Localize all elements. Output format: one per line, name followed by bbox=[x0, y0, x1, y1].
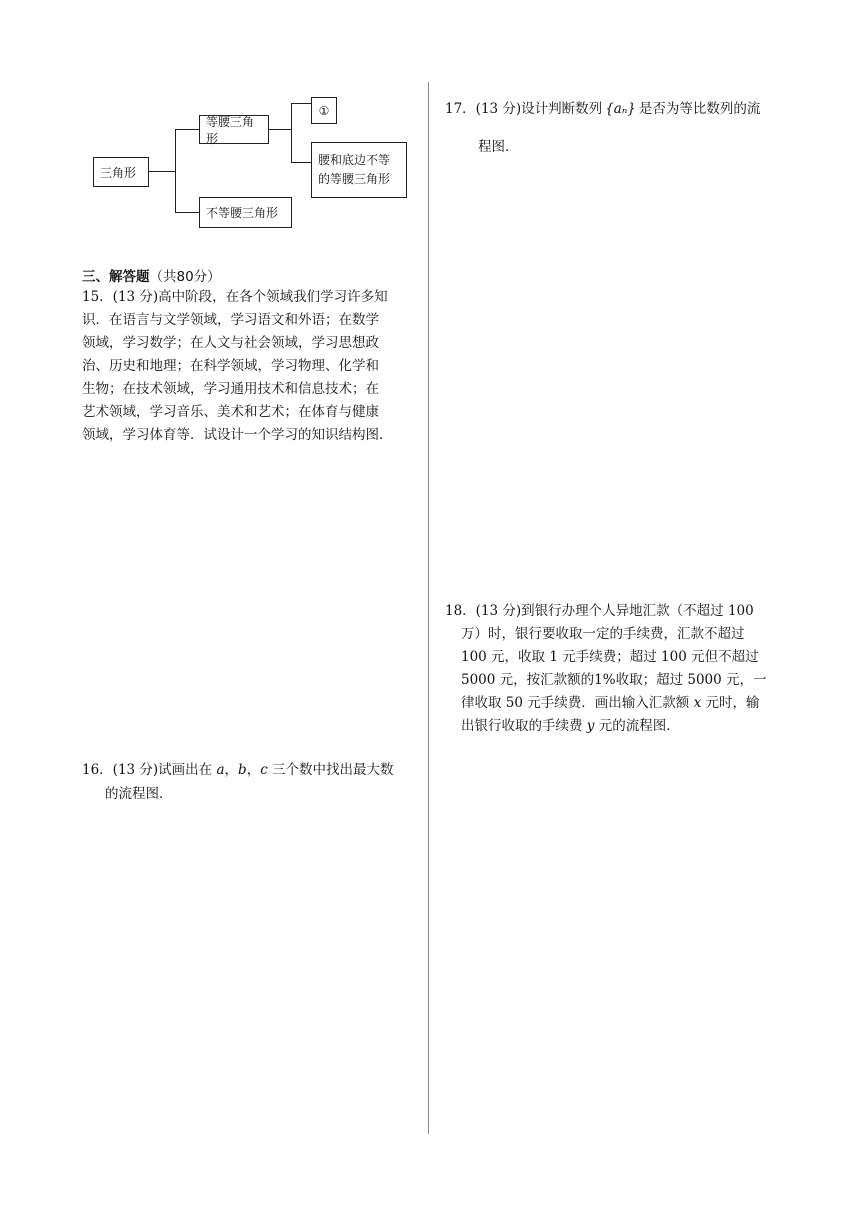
section-title: 三、解答题 bbox=[82, 269, 150, 285]
diagram-node-isosceles bbox=[199, 115, 269, 144]
diagram-connector bbox=[175, 129, 176, 213]
question-15-line: 15．(13 分)高中阶段，在各个领域我们学习许多知 bbox=[82, 289, 388, 305]
diagram-connector bbox=[291, 103, 292, 163]
question-17-prefix: 17．(13 分)设计判断数列 bbox=[445, 101, 603, 117]
separator: ， bbox=[246, 762, 261, 778]
question-15-line: 领域，学习数学；在人文与社会领域，学习思想政 bbox=[82, 335, 379, 351]
question-18-line1: 18．(13 分)到银行办理个人异地汇款（不超过 100 bbox=[445, 603, 754, 619]
diagram-connector bbox=[175, 212, 199, 213]
separator: ， bbox=[224, 762, 239, 778]
question-16-suffix: 三个数中找出最大数 bbox=[267, 762, 394, 778]
question-17-suffix: 是否为等比数列的流 bbox=[638, 101, 761, 117]
question-18-line6-end: 元的流程图． bbox=[594, 718, 680, 734]
question-17-line1 bbox=[445, 90, 785, 128]
question-18-line3: 100 元，收取 1 元手续费；超过 100 元但不超过 bbox=[461, 649, 759, 665]
diagram-node-triangle-label: 三角形 bbox=[100, 165, 137, 180]
question-15-line: 艺术领域，学习音乐、美术和艺术；在体育与健康 bbox=[82, 404, 379, 420]
question-18-line6-start: 出银行收取的手续费 bbox=[461, 718, 587, 734]
sequence-notation: {aₙ} bbox=[605, 101, 636, 117]
column-divider bbox=[428, 82, 429, 1134]
question-15-line: 识．在语言与文学领域，学习语文和外语；在数学 bbox=[82, 312, 379, 328]
section-points: （共80分） bbox=[149, 269, 221, 285]
question-18-line6 bbox=[445, 715, 785, 738]
diagram-node-scalene-label: 不等腰三角形 bbox=[206, 206, 279, 220]
question-18-line5 bbox=[445, 692, 785, 715]
diagram-node-isosceles-label: 等腰三角形 bbox=[206, 114, 255, 146]
diagram-connector bbox=[149, 171, 175, 172]
diagram-connector bbox=[269, 129, 291, 130]
section-heading bbox=[82, 265, 221, 285]
diagram-node-triangle bbox=[93, 157, 149, 187]
variable-x: x bbox=[693, 695, 702, 711]
question-16 bbox=[82, 758, 422, 806]
question-15-line: 生物；在技术领域，学习通用技术和信息技术；在 bbox=[82, 381, 379, 397]
question-18 bbox=[445, 600, 785, 738]
diagram-node-scalene bbox=[199, 197, 292, 228]
question-15-line: 治、历史和地理；在科学领域，学习物理、化学和 bbox=[82, 358, 379, 374]
question-18-line4: 5000 元，按汇款额的1%收取；超过 5000 元，一 bbox=[461, 672, 767, 688]
diagram-connector bbox=[175, 129, 199, 130]
question-18-line5-start: 律收取 50 元手续费．画出输入汇款额 bbox=[461, 695, 694, 711]
question-16-line1 bbox=[82, 758, 422, 782]
diagram-connector bbox=[291, 162, 311, 163]
question-15-line: 领域，学习体育等．试设计一个学习的知识结构图． bbox=[82, 427, 393, 443]
diagram-node-blank bbox=[311, 97, 337, 124]
diagram-node-isosceles-subtype-line2: 的等腰三角形 bbox=[318, 172, 391, 186]
question-16-prefix: 16．(13 分)试画出在 bbox=[82, 762, 217, 778]
question-18-line5-end: 元时，输 bbox=[701, 695, 760, 711]
diagram-node-isosceles-subtype-line1: 腰和底边不等 bbox=[318, 153, 391, 167]
diagram-connector bbox=[291, 103, 311, 104]
variable-c: c bbox=[260, 762, 268, 778]
diagram-node-isosceles-subtype bbox=[311, 142, 407, 198]
diagram-node-blank-label: ① bbox=[318, 103, 330, 118]
variable-a: a bbox=[216, 762, 225, 778]
question-17 bbox=[445, 90, 785, 166]
variable-y: y bbox=[586, 718, 595, 734]
variable-b: b bbox=[238, 762, 247, 778]
question-17-line2: 程图． bbox=[478, 139, 519, 155]
question-15 bbox=[82, 286, 422, 447]
question-18-line2: 万）时，银行要收取一定的手续费，汇款不超过 bbox=[461, 626, 745, 642]
question-16-line2: 的流程图． bbox=[105, 786, 173, 802]
triangle-classification-diagram bbox=[0, 0, 428, 250]
